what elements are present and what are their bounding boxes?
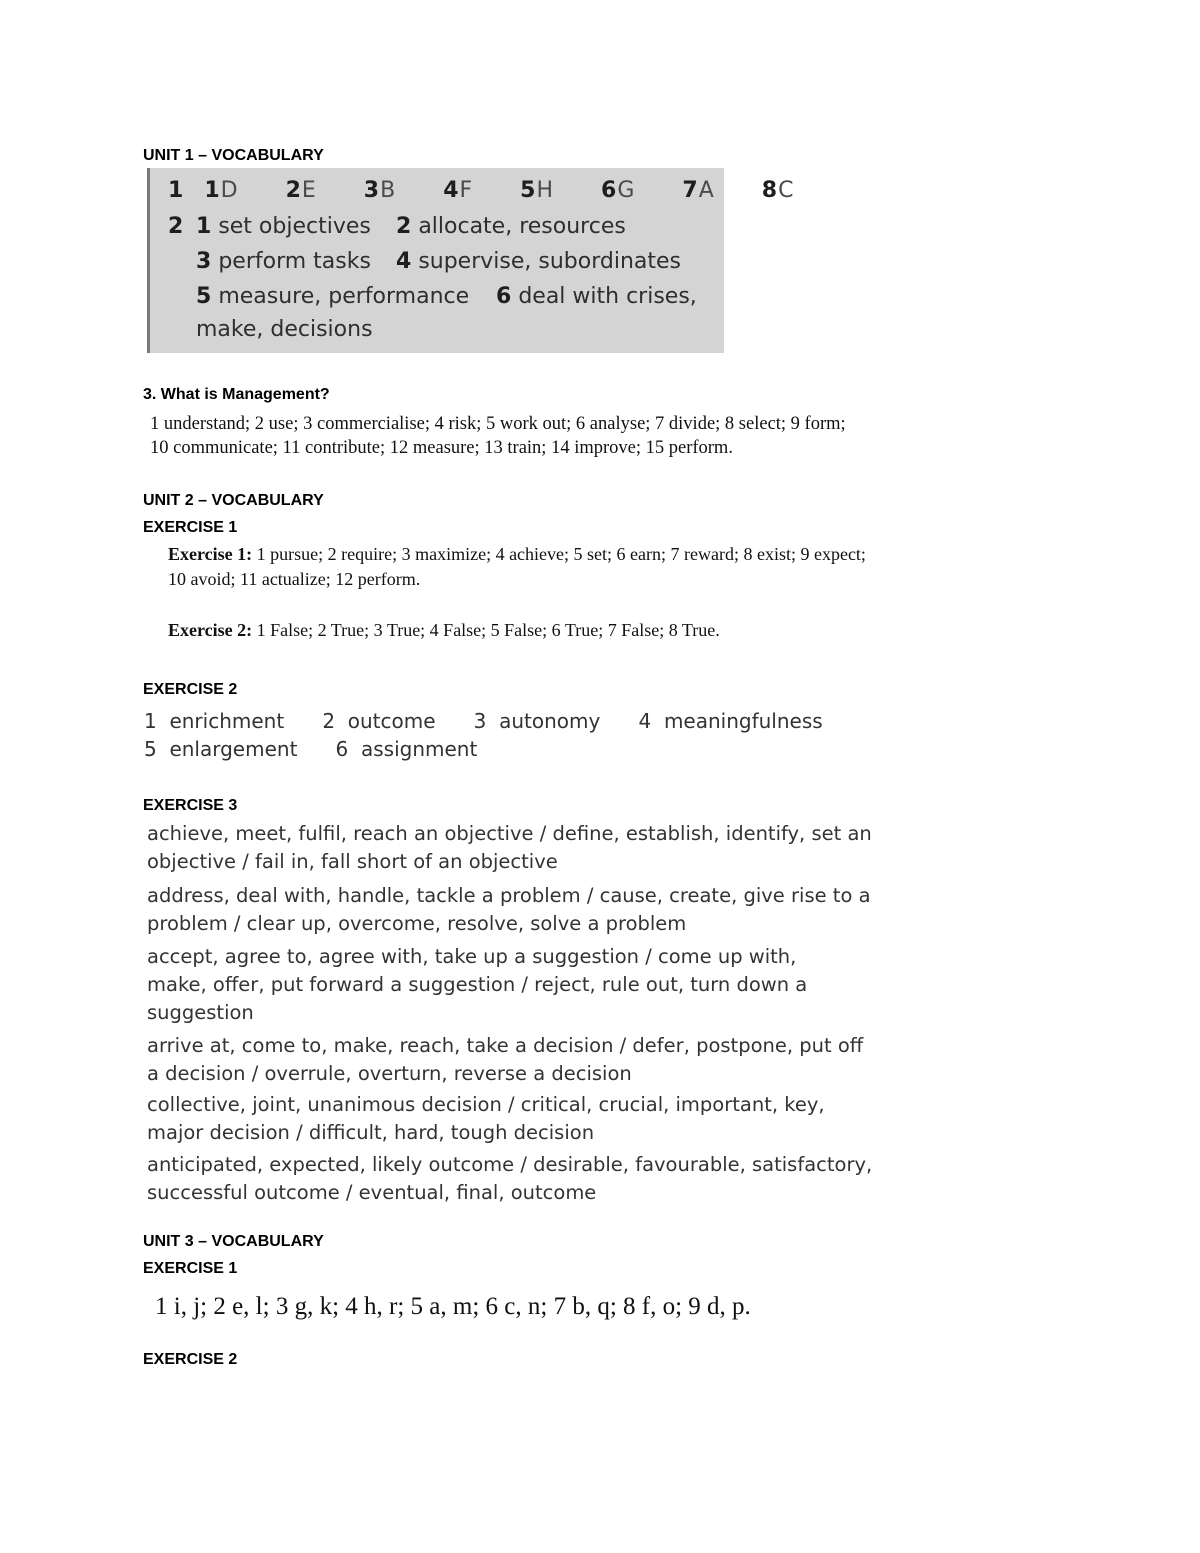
collocation-paragraph: address, deal with, handle, tackle a problem / cause, create, give rise to a problem / clear up, overcome, resolve, solve a problem <box>147 884 871 935</box>
answer-item: 3B <box>363 178 397 203</box>
scan-exercise1-label: Exercise 1: <box>168 544 253 564</box>
answer-item: 3 perform tasks <box>196 249 371 274</box>
answer-item: 4F <box>443 178 474 203</box>
collocation-paragraph: arrive at, come to, make, reach, take a decision / defer, postpone, put off a decision / overrule, overturn, reverse a decision <box>147 1034 864 1085</box>
answer-item: 1 set objectives <box>196 214 371 239</box>
unit3-heading: UNIT 3 – VOCABULARY <box>143 1233 324 1250</box>
unit3-exercise1-heading: EXERCISE 1 <box>143 1260 238 1277</box>
unit2-exercise2-heading: EXERCISE 2 <box>143 681 238 698</box>
unit1-answer-box <box>147 168 795 353</box>
answer-item: 6G <box>601 178 636 203</box>
answer-item: 6 deal with crises, <box>496 284 697 309</box>
management-answers-line-1: 1 understand; 2 use; 3 commercialise; 4 risk; 5 work out; 6 analyse; 7 divide; 8 select; 9 form; <box>150 414 846 434</box>
collocation-paragraph: achieve, meet, fulfil, reach an objective / define, establish, identify, set an objective / fail in, fall short of an objective <box>147 822 872 873</box>
unit1-ex1-row <box>168 177 834 205</box>
collocation-paragraph: collective, joint, unanimous decision / critical, crucial, important, key, major decision / difficult, hard, tough decision <box>147 1093 825 1144</box>
unit2-exercise3-heading: EXERCISE 3 <box>143 797 238 814</box>
unit1-heading: UNIT 1 – VOCABULARY <box>143 147 324 164</box>
answer-item: 4 supervise, subordinates <box>396 249 681 274</box>
unit3-exercise1-answers: 1 i, j; 2 e, l; 3 g, k; 4 h, r; 5 a, m; 6 c, n; 7 b, q; 8 f, o; 9 d, p. <box>155 1293 751 1320</box>
unit1-ex1-number: 1 <box>168 178 184 203</box>
scan-exercise2-line: Exercise 2: 1 False; 2 True; 3 True; 4 False; 5 False; 6 True; 7 False; 8 True. <box>168 620 720 640</box>
scan-exercise2-label: Exercise 2: <box>168 620 253 640</box>
unit2-exercise2-line-1: 1 enrichment 2 outcome 3 autonomy 4 meaningfulness <box>144 709 823 733</box>
collocation-paragraph: anticipated, expected, likely outcome / desirable, favourable, satisfactory, successful outcome / eventual, final, outcome <box>147 1153 873 1204</box>
answer-item: 8C <box>761 178 795 203</box>
unit2-exercise1-heading: EXERCISE 1 <box>143 519 238 536</box>
management-answers-line-2: 10 communicate; 11 contribute; 12 measure; 13 train; 14 improve; 15 perform. <box>150 438 733 458</box>
answer-item: 2E <box>285 178 317 203</box>
answer-item: 5 measure, performance <box>196 284 470 309</box>
answer-item: 2 allocate, resources <box>396 214 626 239</box>
scan-exercise1-line-2: 10 avoid; 11 actualize; 12 perform. <box>168 569 421 589</box>
scan-exercise1-line-1: Exercise 1: 1 pursue; 2 require; 3 maximize; 4 achieve; 5 set; 6 earn; 7 reward; 8 exist; 9 expect; <box>168 544 866 564</box>
answer-item: 1D <box>204 178 239 203</box>
management-heading: 3. What is Management? <box>143 386 330 403</box>
unit1-ex2-number: 2 <box>168 214 184 239</box>
unit3-exercise2-heading: EXERCISE 2 <box>143 1351 238 1368</box>
answer-item: 5H <box>520 178 555 203</box>
unit2-heading: UNIT 2 – VOCABULARY <box>143 492 324 509</box>
answer-item: 7A <box>682 178 715 203</box>
unit2-exercise2-line-2: 5 enlargement 6 assignment <box>144 737 478 761</box>
collocation-paragraph: accept, agree to, agree with, take up a suggestion / come up with, make, offer, put forward a suggestion / reject, rule out, turn down a suggestion <box>147 945 808 1024</box>
answer-continuation: make, decisions <box>196 317 373 342</box>
